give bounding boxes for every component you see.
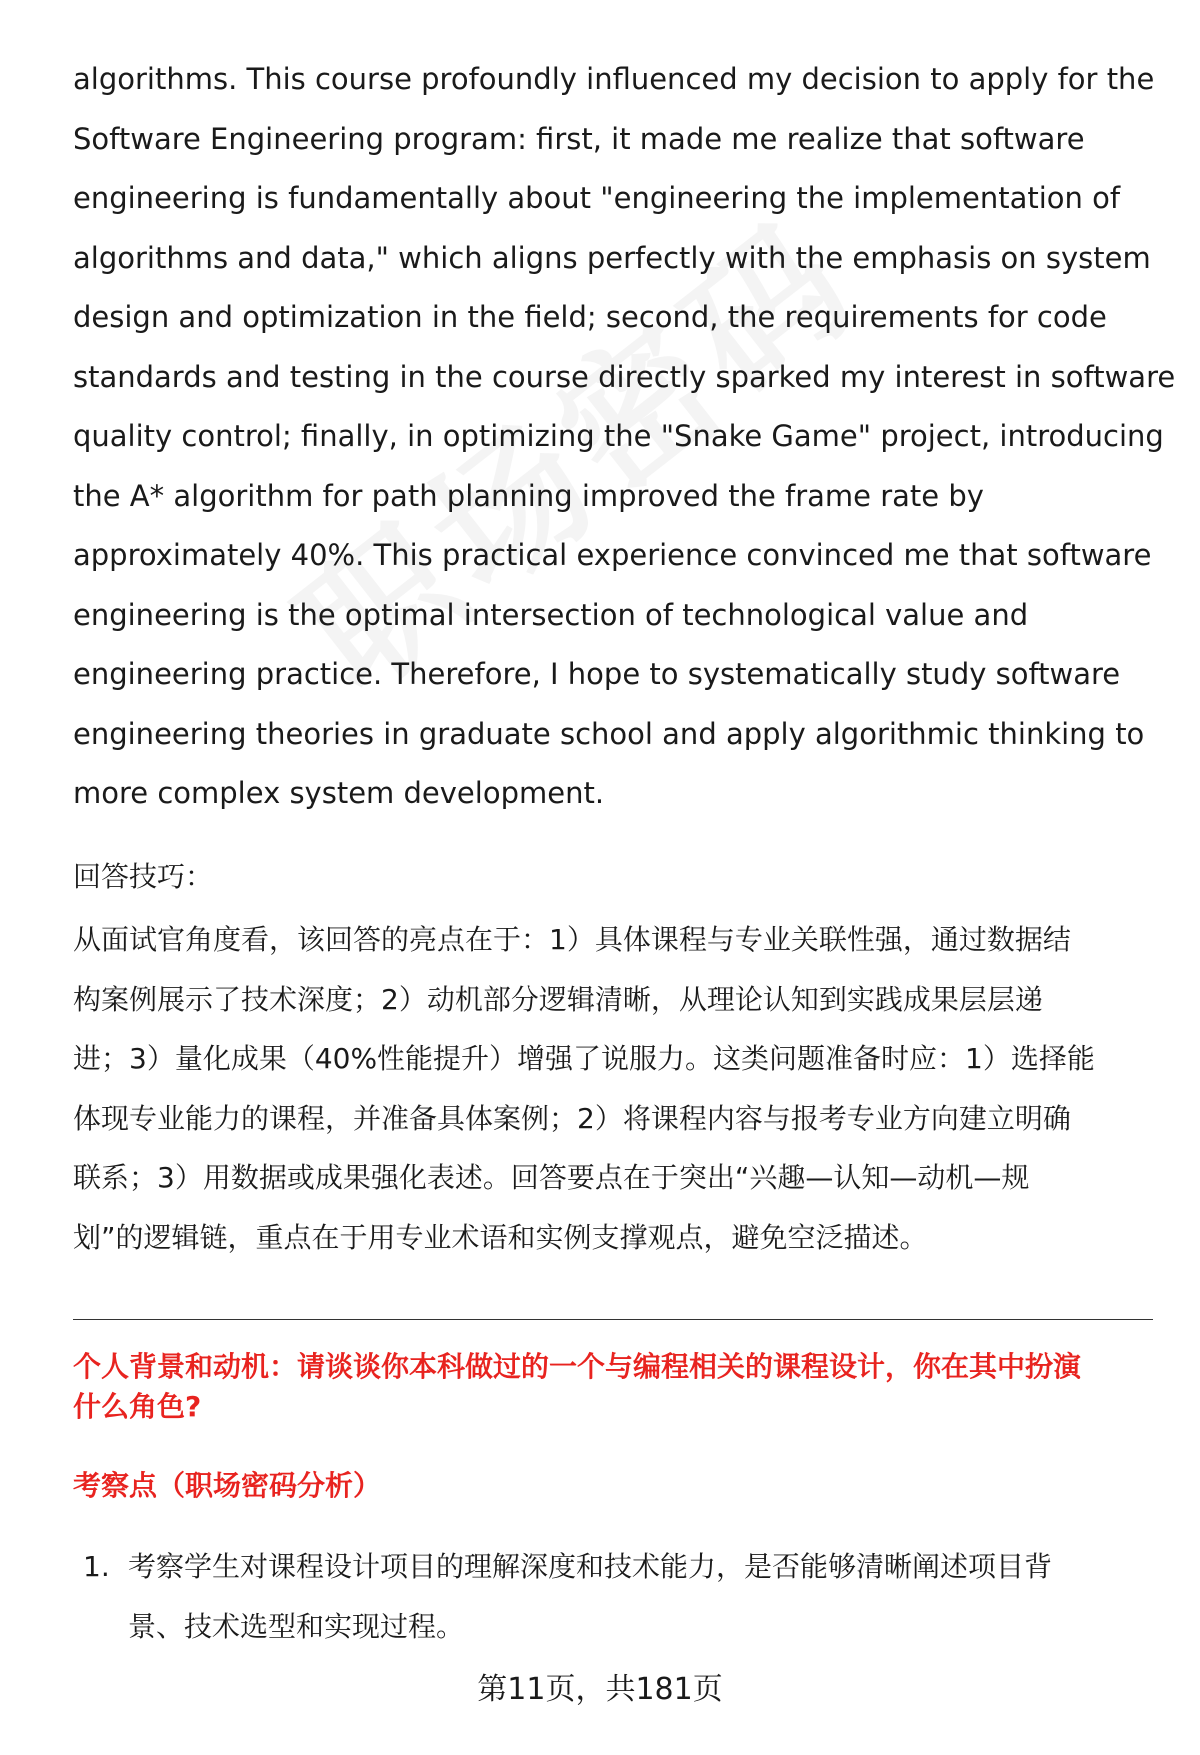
tips-line: 从面试官角度看，该回答的亮点在于：1）具体课程与专业关联性强，通过数据结 — [73, 923, 1071, 956]
tips-line: 联系；3）用数据或成果强化表述。回答要点在于突出“兴趣—认知—动机—规 — [73, 1161, 1030, 1194]
question-title-line: 什么角色? — [73, 1390, 202, 1423]
answer-line: engineering practice. Therefore, I hope to systematically study software — [73, 657, 1121, 691]
answer-line: algorithms and data," which aligns perfectly with the emphasis on system — [73, 240, 1151, 275]
tips-line: 体现专业能力的课程，并准备具体案例；2）将课程内容与报考专业方向建立明确 — [73, 1101, 1071, 1135]
answer-line: design and optimization in the field; second, the requirements for code — [73, 300, 1107, 334]
answer-line: Software Engineering program: first, it made me realize that software — [73, 121, 1085, 156]
list-item-line: 景、技术选型和实现过程。 — [128, 1609, 465, 1643]
answer-line: engineering is fundamentally about "engineering the implementation of — [73, 181, 1121, 215]
answer-line: the A* algorithm for path planning improved the frame rate by — [73, 478, 984, 513]
answer-paragraph — [73, 50, 1176, 824]
list-item-line: 考察学生对课程设计项目的理解深度和技术能力，是否能够清晰阐述项目背 — [128, 1550, 1053, 1583]
answer-line: algorithms. This course profoundly influenced my decision to apply for the — [73, 62, 1155, 96]
answer-line: engineering is the optimal intersection of technological value and — [73, 597, 1029, 632]
assessment-heading: 考察点（职场密码分析） — [73, 1469, 382, 1502]
answer-line: approximately 40%. This practical experience convinced me that software — [73, 538, 1152, 572]
tips-line: 进；3）量化成果（40%性能提升）增强了说服力。这类问题准备时应：1）选择能 — [73, 1042, 1095, 1075]
answer-line: more complex system development. — [73, 776, 605, 810]
question-title-line: 个人背景和动机：请谈谈你本科做过的一个与编程相关的课程设计，你在其中扮演 — [73, 1350, 1082, 1383]
answer-line: engineering theories in graduate school and apply algorithmic thinking to — [73, 716, 1145, 751]
list-number: 1. — [83, 1550, 110, 1583]
list-item — [73, 1537, 1153, 1656]
tips-line: 划”的逻辑链，重点在于用专业术语和实例支撑观点，避免空泛描述。 — [73, 1220, 928, 1254]
assessment-list — [73, 1537, 1153, 1656]
tips-line: 构案例展示了技术深度；2）动机部分逻辑清晰，从理论认知到实践成果层层递 — [73, 982, 1043, 1016]
page-number: 第11页，共181页 — [477, 1672, 723, 1707]
answer-line: standards and testing in the course directly sparked my interest in software — [73, 359, 1176, 394]
tips-heading: 回答技巧： — [73, 860, 214, 893]
tips-paragraph — [73, 910, 1153, 1267]
section-divider — [73, 1319, 1153, 1320]
question-title — [73, 1347, 1153, 1427]
answer-line: quality control; finally, in optimizing the "Snake Game" project, introducing — [73, 419, 1164, 453]
